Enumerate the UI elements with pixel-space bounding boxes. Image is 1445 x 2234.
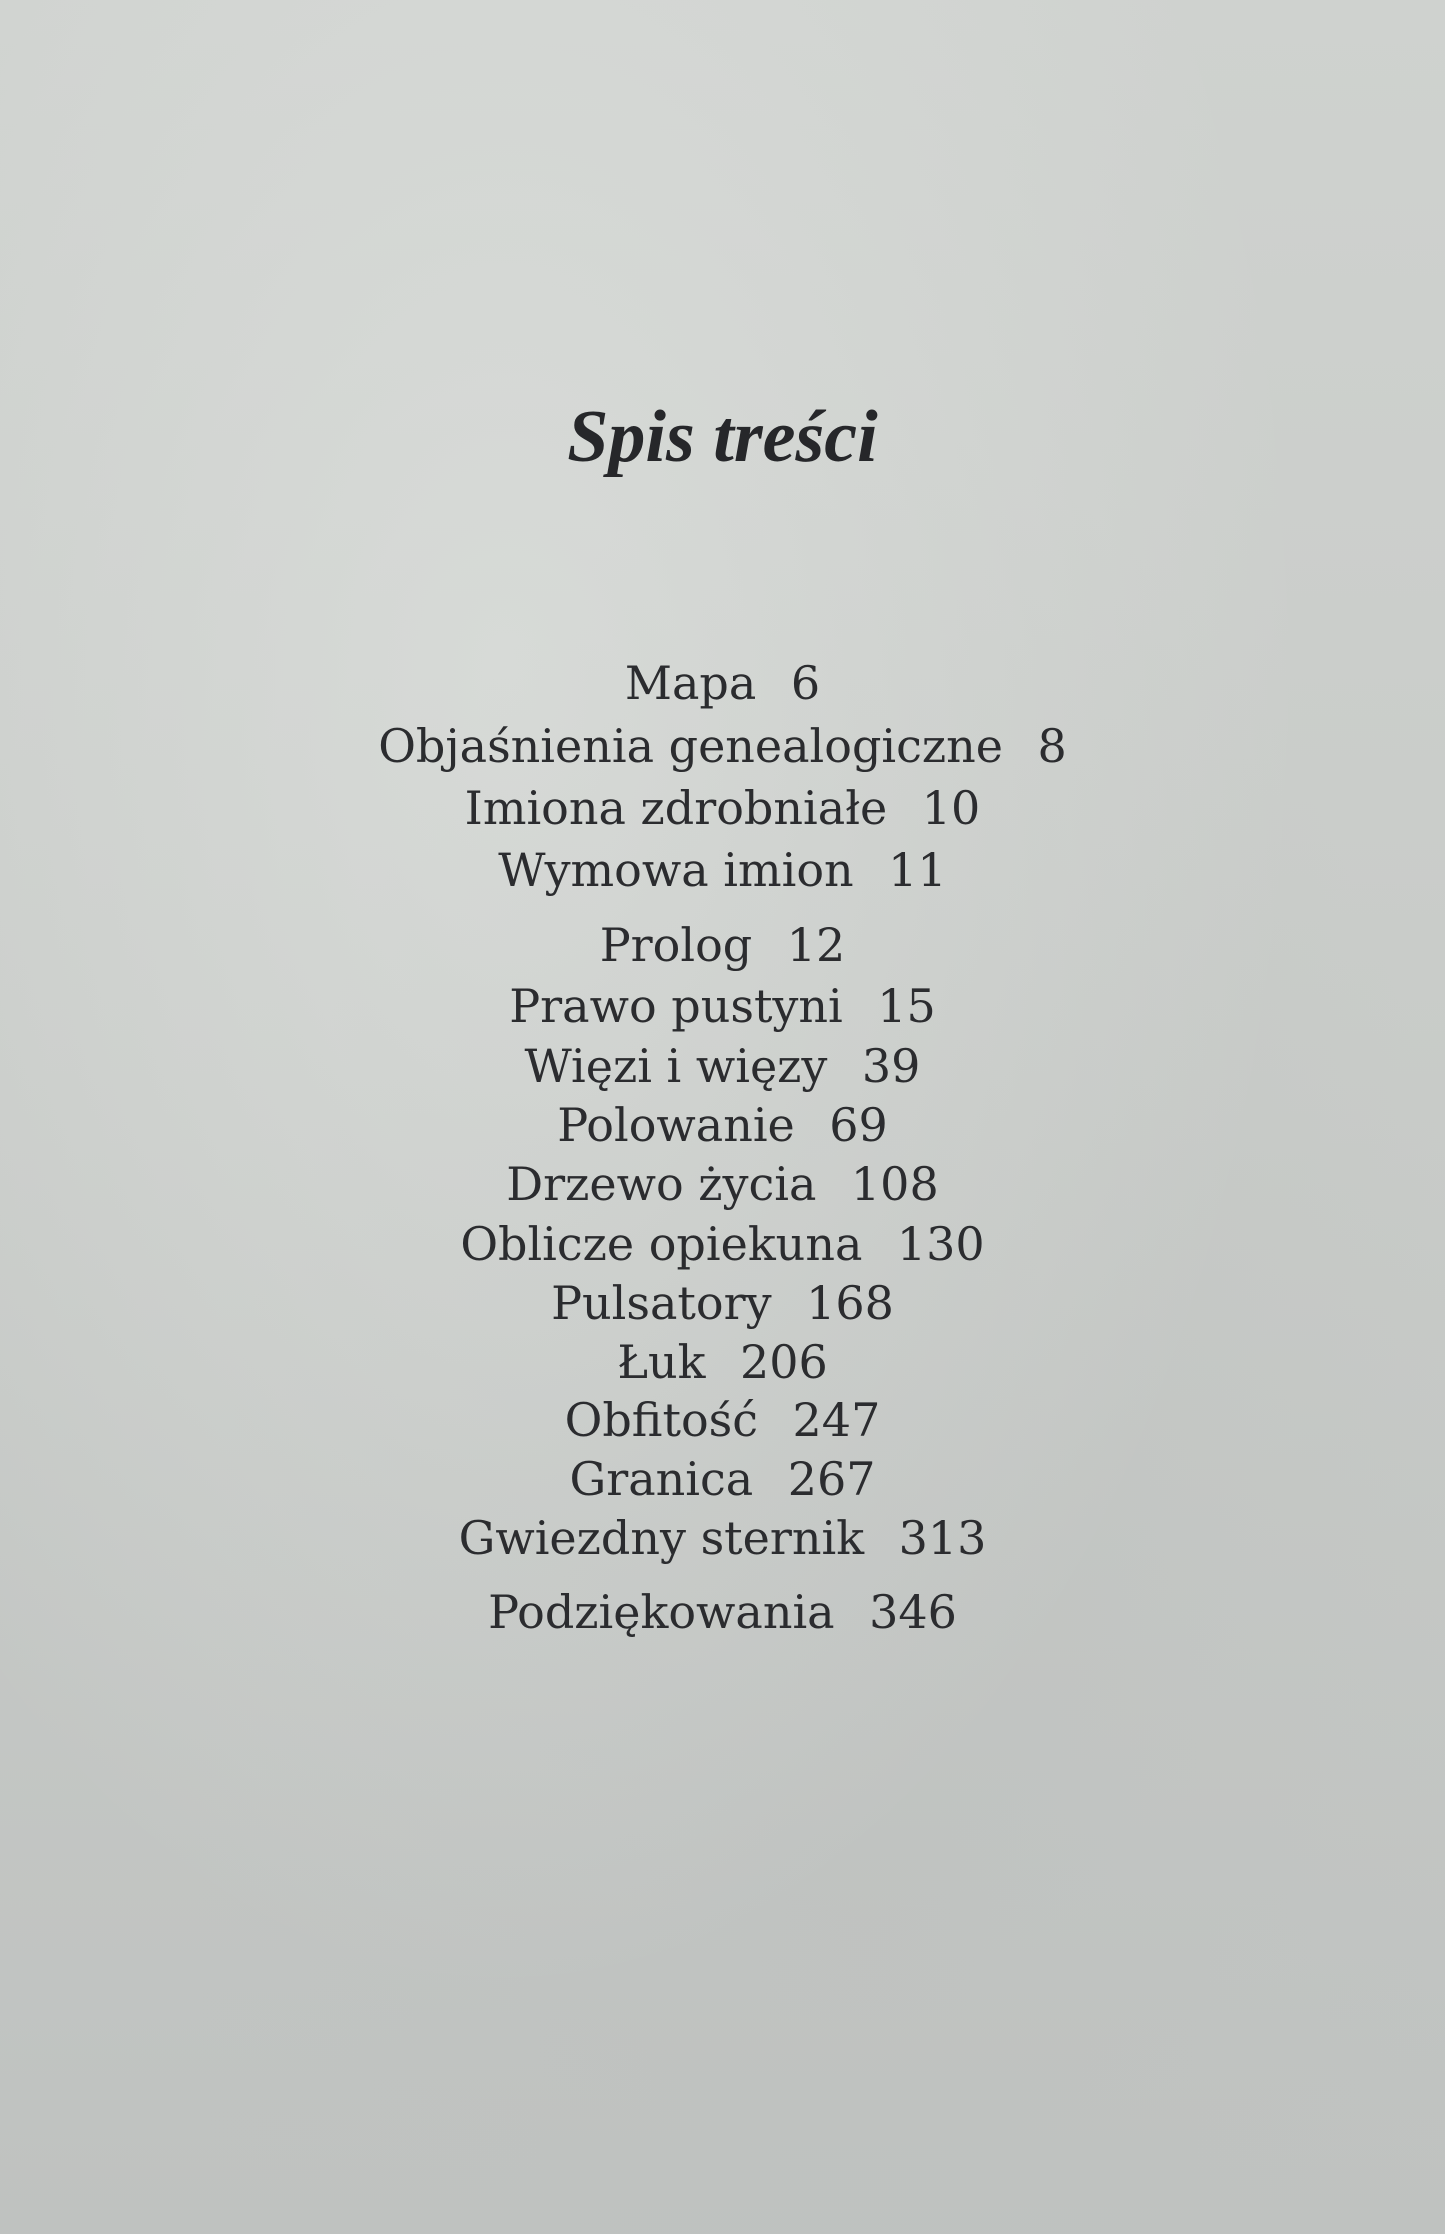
toc-entry-label: Granica bbox=[569, 1452, 754, 1506]
toc-entry-page: 39 bbox=[861, 1039, 921, 1093]
toc-entry-label: Obfitość bbox=[564, 1393, 759, 1447]
toc-entry-page: 108 bbox=[850, 1157, 939, 1211]
toc-entry-page: 10 bbox=[921, 781, 981, 835]
toc-entry-label: Objaśnienia genealogiczne bbox=[378, 719, 1003, 773]
toc-entry bbox=[0, 1449, 1445, 1509]
toc-entry-page: 11 bbox=[888, 843, 947, 897]
toc-entry-page: 313 bbox=[898, 1511, 987, 1565]
toc-entry-label: Drzewo życia bbox=[506, 1157, 817, 1211]
toc-entry-page: 267 bbox=[787, 1452, 876, 1506]
toc-entry bbox=[0, 716, 1445, 776]
toc-entry-label: Mapa bbox=[624, 656, 757, 710]
toc-entry-label: Gwiezdny sternik bbox=[458, 1511, 865, 1565]
toc-entry-label: Prolog bbox=[599, 918, 753, 972]
toc-entry-label: Wymowa imion bbox=[498, 843, 854, 897]
toc-entry-label: Prawo pustyni bbox=[509, 979, 843, 1033]
toc-entry-page: 206 bbox=[739, 1335, 828, 1389]
toc-entry bbox=[0, 976, 1445, 1036]
toc-entry-label: Imiona zdrobniałe bbox=[464, 781, 888, 835]
toc-entry-page: 15 bbox=[877, 979, 936, 1033]
toc-entry-page: 130 bbox=[896, 1217, 985, 1271]
toc-entry-page: 168 bbox=[806, 1276, 894, 1330]
toc-entry-label: Podziękowania bbox=[488, 1585, 835, 1639]
toc-entry bbox=[0, 1332, 1445, 1392]
toc-entry bbox=[0, 1582, 1445, 1642]
toc-entry bbox=[0, 1154, 1445, 1214]
toc-entry-page: 12 bbox=[786, 918, 846, 972]
toc-entry bbox=[0, 1273, 1445, 1333]
toc-entry-page: 346 bbox=[869, 1585, 957, 1639]
toc-entry bbox=[0, 840, 1445, 900]
toc-entry bbox=[0, 915, 1445, 975]
toc-entry bbox=[0, 1214, 1445, 1274]
toc-entry-label: Polowanie bbox=[557, 1098, 795, 1152]
toc-entry bbox=[0, 1390, 1445, 1450]
toc-entry-page: 6 bbox=[790, 656, 821, 710]
toc-entry-label: Oblicze opiekuna bbox=[460, 1217, 863, 1271]
toc-title: Spis treści bbox=[567, 396, 878, 478]
toc-entry bbox=[0, 1036, 1445, 1096]
toc-entry bbox=[0, 778, 1445, 838]
toc-entry bbox=[0, 1095, 1445, 1155]
toc-entry-page: 8 bbox=[1037, 719, 1067, 773]
toc-entry bbox=[0, 653, 1445, 713]
toc-entry bbox=[0, 1508, 1445, 1568]
toc-entry-label: Więzi i więzy bbox=[524, 1039, 828, 1093]
toc-entry-page: 69 bbox=[829, 1098, 888, 1152]
toc-entry-label: Łuk bbox=[617, 1335, 706, 1389]
toc-entry-page: 247 bbox=[792, 1393, 881, 1447]
toc-entry-label: Pulsatory bbox=[551, 1276, 772, 1330]
